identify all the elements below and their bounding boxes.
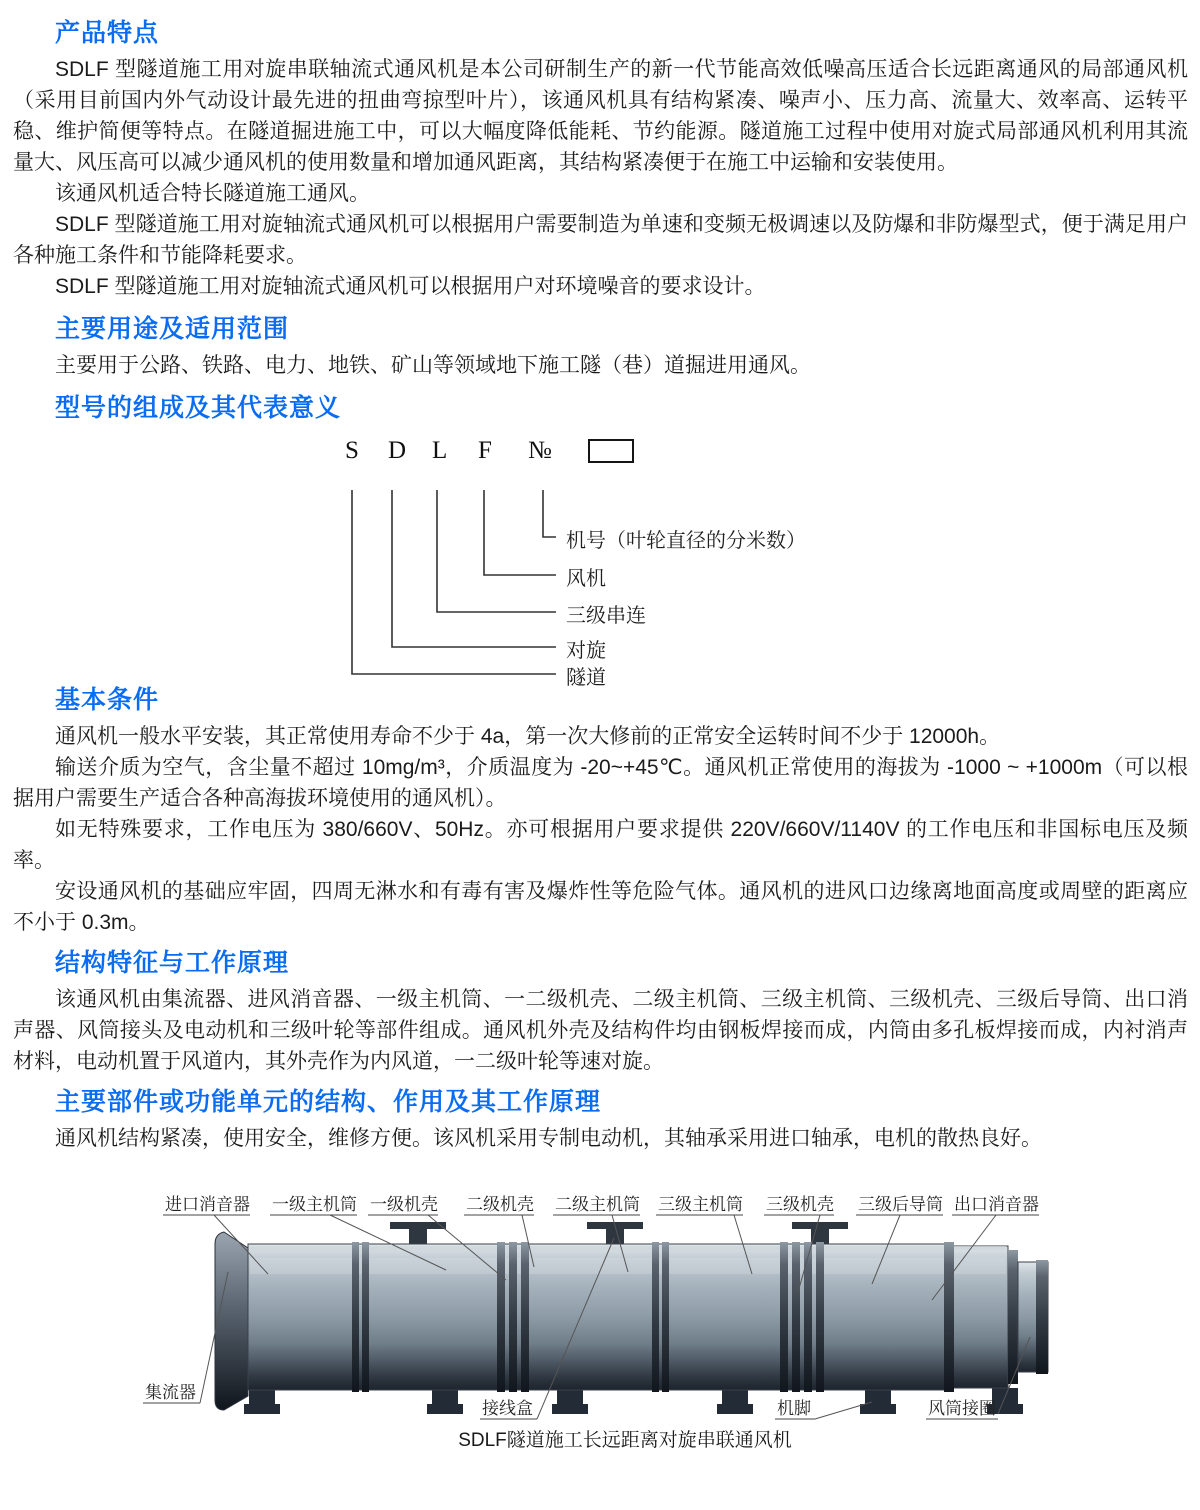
label-duct-ring: 风筒接圈 xyxy=(928,1399,996,1418)
label-stage1-casing: 一级机壳 xyxy=(370,1195,438,1214)
paragraph: SDLF 型隧道施工用对旋轴流式通风机可以根据用户需要制造为单速和变频无极调速以及防爆和非防爆型式，便于满足用户各种施工条件和节能降耗要求。 xyxy=(13,213,1188,267)
fan-diagram-caption: SDLF隧道施工长远距离对旋串联通风机 xyxy=(458,1430,792,1451)
label-terminal-box: 接线盒 xyxy=(482,1399,533,1418)
model-letter-d: D xyxy=(388,437,407,464)
model-meaning-three-stage: 三级串连 xyxy=(566,605,646,627)
section-title-structure: 结构特征与工作原理 xyxy=(55,949,290,977)
model-meaning-tunnel: 隧道 xyxy=(566,667,606,689)
section-title-features: 产品特点 xyxy=(55,19,160,47)
paragraph: 如无特殊要求，工作电压为 380/660V、50Hz。亦可根据用户要求提供 220V/660V/1140V 的工作电压和非国标电压及频率。 xyxy=(13,818,1188,872)
paragraph: 该通风机适合特长隧道施工通风。 xyxy=(55,182,370,205)
section-title-model: 型号的组成及其代表意义 xyxy=(55,394,342,422)
fan-drawing xyxy=(0,1162,1200,1493)
paragraph: 输送介质为空气，含尘量不超过 10mg/m³，介质温度为 -20~+45℃。通风机正常使用的海拔为 -1000 ~ +1000m（可以根据用户需要生产适合各种高海拔环境使用的通风机）。 xyxy=(13,756,1188,810)
model-meaning-number: 机号（叶轮直径的分米数） xyxy=(566,530,806,552)
label-machine-foot: 机脚 xyxy=(777,1399,811,1418)
model-meaning-counter-rotating: 对旋 xyxy=(566,640,606,662)
label-stage3-rear-guide: 三级后导筒 xyxy=(858,1195,943,1214)
model-letter-f: F xyxy=(478,437,492,464)
model-connector-lines xyxy=(352,490,556,674)
section-title-basic: 基本条件 xyxy=(55,686,160,714)
paragraph: SDLF 型隧道施工用对旋轴流式通风机可以根据用户对环境噪音的要求设计。 xyxy=(55,275,766,298)
fan-feet xyxy=(244,1388,1023,1414)
section-title-usage: 主要用途及适用范围 xyxy=(55,315,290,343)
model-letter-no: № xyxy=(528,437,552,464)
model-letter-s: S xyxy=(345,437,359,464)
label-stage3-main-barrel: 三级主机筒 xyxy=(658,1195,743,1214)
label-collector: 集流器 xyxy=(145,1383,196,1402)
model-code-diagram xyxy=(13,429,1188,689)
paragraph: 通风机一般水平安装，其正常使用寿命不少于 4a，第一次大修前的正常安全运转时间不少于 12000h。 xyxy=(55,725,1001,748)
label-stage2-main-barrel: 二级主机筒 xyxy=(555,1195,640,1214)
section-title-parts: 主要部件或功能单元的结构、作用及其工作原理 xyxy=(55,1088,602,1116)
label-stage3-casing: 三级机壳 xyxy=(766,1195,834,1214)
label-stage2-casing: 二级机壳 xyxy=(466,1195,534,1214)
fan-assembly-diagram xyxy=(0,1162,1200,1493)
model-meaning-fan: 风机 xyxy=(566,568,606,590)
label-outlet-silencer: 出口消音器 xyxy=(954,1195,1039,1214)
junction-boxes xyxy=(390,1222,848,1246)
paragraph: 主要用于公路、铁路、电力、地铁、矿山等领域地下施工隧（巷）道掘进用通风。 xyxy=(55,354,811,377)
paragraph: 通风机结构紧凑，使用安全，维修方便。该风机采用专制电动机，其轴承采用进口轴承，电机的散热良好。 xyxy=(55,1127,1042,1150)
label-stage1-main-barrel: 一级主机筒 xyxy=(272,1195,357,1214)
paragraph: SDLF 型隧道施工用对旋串联轴流式通风机是本公司研制生产的新一代节能高效低噪高压适合长远距离通风的局部通风机（采用目前国内外气动设计最先进的扭曲弯掠型叶片），该通风机具有结构紧凑、噪声小、压力高、流量大、效率高、运转平稳、维护简便等特点。在隧道掘进施工中，可以大幅度降低能耗、节约能源。隧道施工过程中使用对旋式局部通风机利用其流量大、风压高可以减少通风机的使用数量和增加通风距离，其结构紧凑便于在施工中运输和安装使用。 xyxy=(13,58,1188,174)
paragraph: 该通风机由集流器、进风消音器、一级主机筒、一二级机壳、二级主机筒、三级主机筒、三级机壳、三级后导筒、出口消声器、风筒接头及电动机和三级叶轮等部件组成。通风机外壳及结构件均由钢板焊接而成，内筒由多孔板焊接而成，内衬消声材料，电动机置于风道内，其外壳作为内风道，一二级叶轮等速对旋。 xyxy=(13,988,1188,1073)
inlet-bell xyxy=(215,1232,248,1410)
label-inlet-silencer: 进口消音器 xyxy=(165,1195,250,1214)
paragraph: 安设通风机的基础应牢固，四周无淋水和有毒有害及爆炸性等危险气体。通风机的进风口边缘离地面高度或周壁的距离应不小于 0.3m。 xyxy=(13,880,1188,934)
model-letter-l: L xyxy=(432,437,448,464)
model-number-box xyxy=(588,439,634,463)
